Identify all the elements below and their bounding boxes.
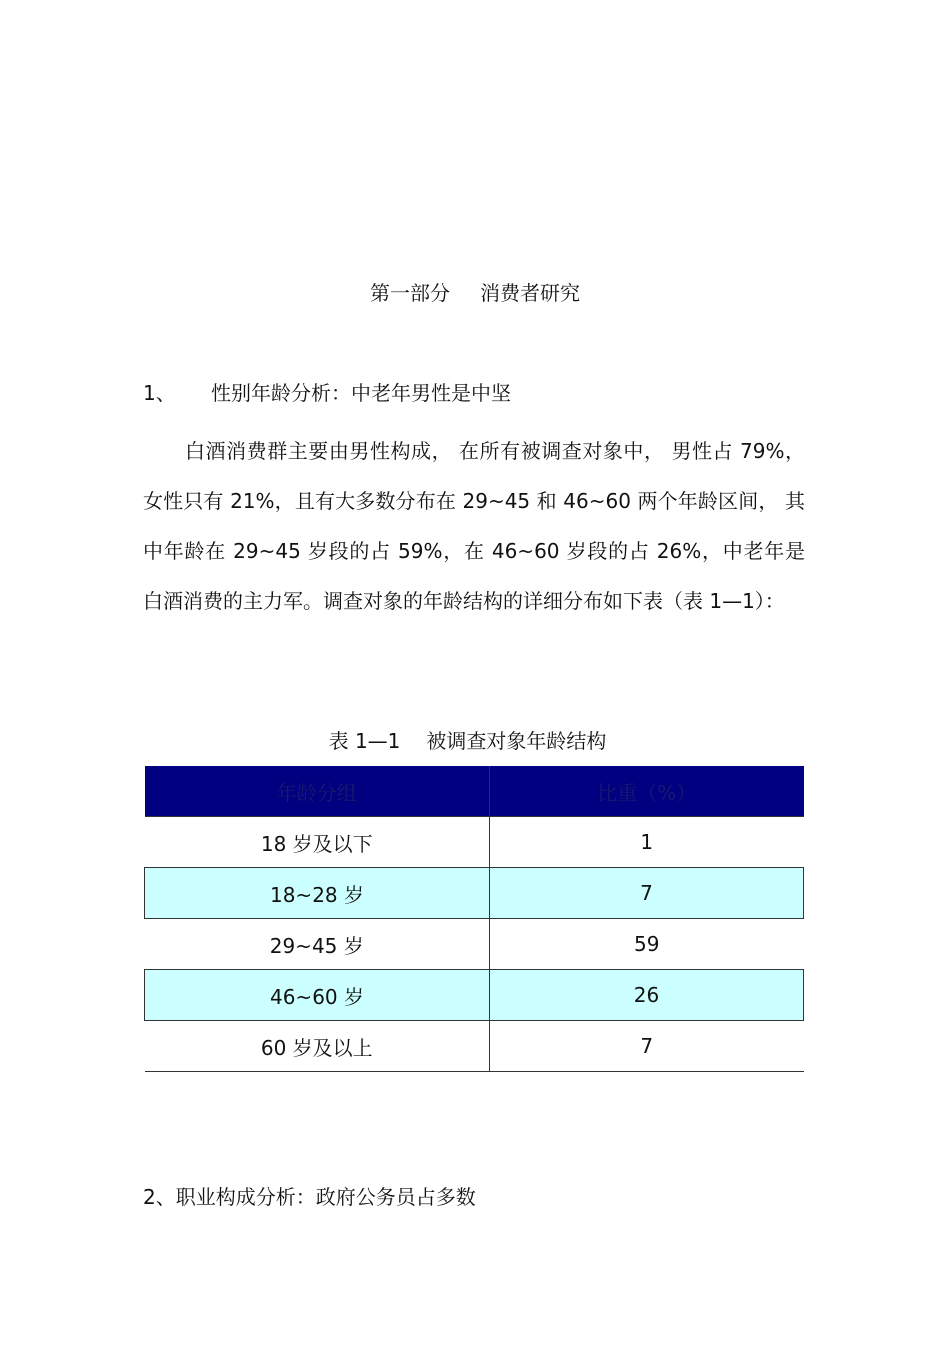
share-cell: 1 bbox=[490, 817, 804, 868]
share-cell: 7 bbox=[490, 868, 804, 919]
header-age-group: 年龄分组 bbox=[145, 766, 490, 817]
section-1-number: 1、 bbox=[143, 381, 176, 405]
share-cell: 7 bbox=[490, 1021, 804, 1072]
table-caption-label: 表 1—1 bbox=[328, 729, 401, 753]
table-row bbox=[145, 1021, 804, 1072]
share-cell: 26 bbox=[490, 970, 804, 1021]
table-header-row bbox=[145, 766, 804, 817]
age-group-cell: 18 岁及以下 bbox=[145, 817, 490, 868]
header-share: 比重（%） bbox=[490, 766, 804, 817]
section-2-heading: 2、职业构成分析：政府公务员占多数 bbox=[143, 1185, 476, 1209]
table-row bbox=[145, 868, 804, 919]
table-caption-title: 被调查对象年龄结构 bbox=[426, 729, 607, 753]
part-title bbox=[0, 278, 950, 308]
section-1-title: 性别年龄分析：中老年男性是中坚 bbox=[211, 381, 511, 405]
part-name: 消费者研究 bbox=[480, 281, 580, 305]
age-structure-table bbox=[144, 766, 804, 1072]
age-group-cell: 46~60 岁 bbox=[145, 970, 490, 1021]
section-1-heading bbox=[143, 378, 511, 408]
table-row bbox=[145, 919, 804, 970]
part-number: 第一部分 bbox=[370, 281, 450, 305]
age-group-cell: 60 岁及以上 bbox=[145, 1021, 490, 1072]
table-row bbox=[145, 817, 804, 868]
table-row bbox=[145, 970, 804, 1021]
table-caption bbox=[0, 726, 935, 756]
section-1-paragraph: 白酒消费群主要由男性构成， 在所有被调查对象中， 男性占 79%，女性只有 21%，且有大多数分布在 29~45 和 46~60 两个年龄区间， 其中年龄在 29~45 岁段的占 59%，在 46~60 岁段的占 26%，中老年是白酒消费的主力军。调查对象的年龄结构的详细分布如下表（表 1—1）： bbox=[143, 439, 805, 613]
age-group-cell: 29~45 岁 bbox=[145, 919, 490, 970]
share-cell: 59 bbox=[490, 919, 804, 970]
age-group-cell: 18~28 岁 bbox=[145, 868, 490, 919]
